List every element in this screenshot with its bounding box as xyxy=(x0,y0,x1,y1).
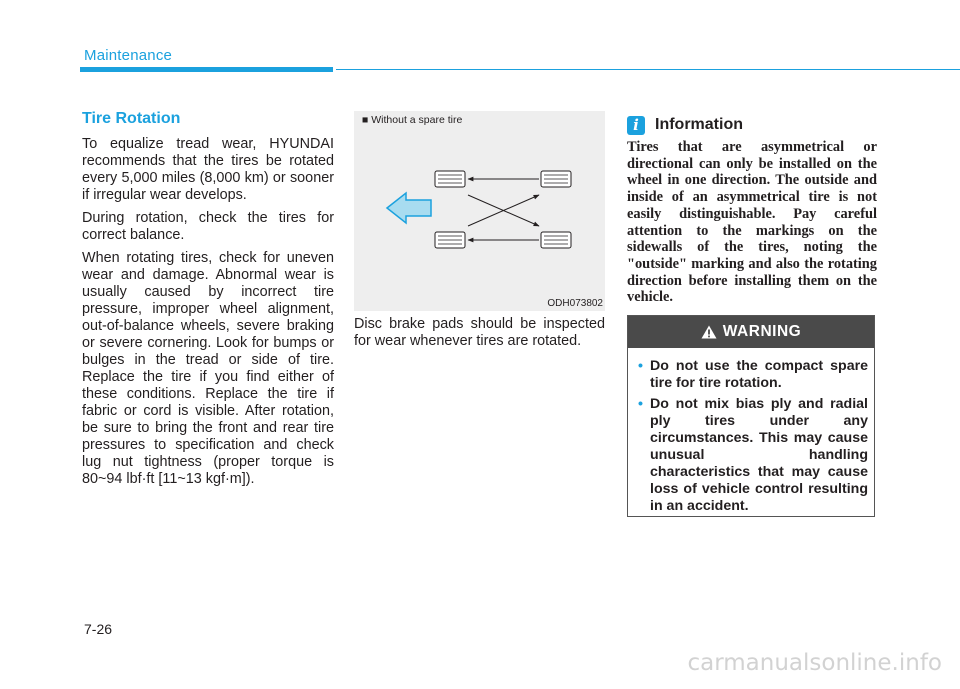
figure-caption: ■ Without a spare tire xyxy=(362,114,463,126)
information-header xyxy=(627,114,877,136)
page-number: 7-26 xyxy=(84,621,113,637)
paragraph-1: To equalize tread wear, HYUNDAI recommends that the tires be rotated every 5,000 miles (8,000 km) or sooner if irregular wear develops. xyxy=(82,136,334,203)
section-title: Tire Rotation xyxy=(82,110,181,127)
paragraph-2: During rotation, check the tires for correct balance. xyxy=(82,210,334,243)
warning-header xyxy=(628,316,874,348)
tire-rotation-figure xyxy=(354,111,605,311)
information-icon: i xyxy=(627,116,645,135)
forward-arrow-icon xyxy=(387,193,431,223)
tire-icon xyxy=(541,232,571,248)
header-rule-thin xyxy=(336,69,960,70)
warning-item: • Do not use the compact spare tire for tire rotation. xyxy=(638,358,868,392)
section-header: Maintenance xyxy=(84,47,173,64)
figure-code: ODH073802 xyxy=(547,298,603,309)
information-title: Information xyxy=(655,116,743,133)
header-rule-thick xyxy=(80,67,333,72)
watermark: carmanualsonline.info xyxy=(687,650,942,676)
rotation-diagram xyxy=(354,111,605,311)
brake-note: Disc brake pads should be inspected for wear whenever tires are rotated. xyxy=(354,316,605,349)
warning-item: • Do not mix bias ply and radial ply tires under any circumstances. This may cause unusual handling characteristics that may cause loss of vehicle control resulting in an accident. xyxy=(638,396,868,515)
tire-icon xyxy=(435,232,465,248)
warning-box xyxy=(627,315,875,517)
information-section xyxy=(627,114,877,306)
warning-list xyxy=(638,358,868,515)
warning-title: WARNING xyxy=(722,323,802,340)
tire-icon xyxy=(541,171,571,187)
tire-icon xyxy=(435,171,465,187)
brake-note-column xyxy=(354,316,605,356)
tire-rotation-column xyxy=(82,110,334,494)
warning-triangle-icon xyxy=(701,325,717,339)
information-text: Tires that are asymmetrical or directional can only be installed on the wheel in one direction. The outside and inside of an asymmetrical tire is not easily distinguishable. Pay careful attention to the markings on the sidewalls of the tires, noting the "outside" marking and also the rotating direction before installing them on the vehicle. xyxy=(627,139,877,306)
paragraph-3: When rotating tires, check for uneven wear and damage. Abnormal wear is usually caused by incorrect tire pressure, improper wheel alignment, out-of-balance wheels, severe braking or severe cornering. Look for bumps or bulges in the tread or side of tire. Replace the tire if you find either of these conditions. Replace the tire if fabric or cord is visible. After rotation, be sure to bring the front and rear tire pressures to specification and check lug nut tightness (proper torque is 80~94 lbf·ft [11~13 kgf·m]). xyxy=(82,250,334,487)
